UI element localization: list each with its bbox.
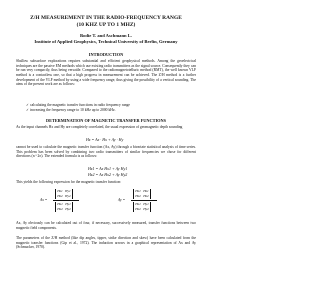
ay-den-cell: Hx1	[135, 202, 141, 206]
ax-den-cell: Hx1	[57, 202, 63, 206]
ay-numerator-matrix	[133, 189, 151, 199]
ay-num-cell: Hx2	[135, 194, 141, 199]
ax-fraction-bar	[53, 200, 79, 201]
introduction-heading: INTRODUCTION	[88, 52, 124, 57]
author-names: Bodie T. and Aschmann L.	[80, 33, 132, 38]
ax-den-cell: Hy2	[65, 207, 71, 212]
ax-num-cell: Hz2	[57, 194, 63, 199]
determination-text-4: Ax, Ay obviously can be calculated out of four, if necessary, successively measured, transfer functions between two magnetic field components.	[16, 221, 196, 230]
ay-denominator-matrix	[133, 202, 151, 212]
bullet-text-2: increasing the frequency range to 10 kHz up to 2000 kHz.	[30, 108, 116, 112]
determination-text-5: The parameters of the Z/H method (like dip angles, tipper, strike direction and skew) have been calculated from the magnetic transfer functions (Gip et al., 1972). The induction arrows in a graphical representation of Ax and Ay (Schmucker, 1970).	[16, 236, 196, 250]
ay-fraction-bar	[131, 200, 157, 201]
ay-num-cell: Hz2	[143, 194, 149, 199]
bullet-item-2: ✓ increasing the frequency range to 10 kHz up to 2000 kHz.	[26, 108, 116, 112]
determination-heading: DETERMINATION OF MAGNETIC TRANSFER FUNCTIONS	[45, 118, 166, 123]
ax-den-cell: Hy1	[65, 202, 71, 206]
ay-den-cell: Hx2	[135, 207, 141, 212]
ax-label: Ax =	[40, 198, 48, 202]
ay-num-cell: Hz1	[143, 189, 149, 193]
ax-denominator-matrix	[55, 202, 73, 212]
ay-num-cell: Hx1	[135, 189, 141, 193]
author-institute: Institute of Applied Geophysics, Technical University of Berlin, Germany	[34, 39, 178, 44]
ax-num-cell: Hy2	[65, 194, 71, 199]
ay-label: Ay =	[118, 198, 126, 202]
determination-text-2: cannot be used to calculate the magnetic transfer function (Ax, Ay) through a bivariate statistical analysis of time series. This problem has been solved by combining two radio transmitters of similar frequencies we chose for different directions (n ¹ 2π). The extended formula is as follows:	[16, 145, 196, 159]
bullet-text-1: calculating the magnetic transfer functions in radio frequency range	[30, 103, 130, 107]
equation-2a: Hz1 = Ax Hx1 + Ay Hy1	[88, 166, 128, 171]
equation-2b: Hz2 = Ax Hx2 + Ay Hy2	[88, 172, 128, 177]
paper-title-line2: (10 KHZ UP TO 1 MHZ)	[76, 22, 136, 28]
ax-num-cell: Hy1	[65, 189, 71, 193]
ax-den-cell: Hx2	[57, 207, 63, 212]
ay-den-cell: Hy2	[143, 207, 149, 212]
bullet-item-1: ✓ calculating the magnetic transfer functions in radio frequency range	[26, 103, 130, 107]
determination-text-1: As the input channels Hx and Hy are completely correlated, the usual expression of geomagnetic depth sounding	[16, 125, 183, 129]
introduction-text: Shallow subsurface explorations requires substantial and efficient geophysical methods. Among the geoelectrical techniques are the passive EM methods which use existing radio transmitters as the signal source. Consequently they can be run very compactly, thus being versatile. Compared to the radiomagnetotelluric method (RMT), the well known VLF method is a contactless one, so that a high progress in measurement can be achieved. The Z/H method is a further development of the VLF method by using a wide frequency range, thus giving the possibility of a vertical sounding. The aims of the present work are as follows:	[16, 59, 196, 87]
ax-numerator-matrix	[55, 189, 73, 199]
ay-den-cell: Hy1	[143, 202, 149, 206]
paper-title-line1: Z/H MEASUREMENT IN THE RADIO-FREQUENCY RANGE	[30, 15, 182, 21]
ax-num-cell: Hz1	[57, 189, 63, 193]
determination-text-3: This yields the following expression for the magnetic transfer function:	[16, 180, 122, 184]
equation-1: Hz = Ax · Hx + Ay · Hy	[86, 137, 124, 142]
